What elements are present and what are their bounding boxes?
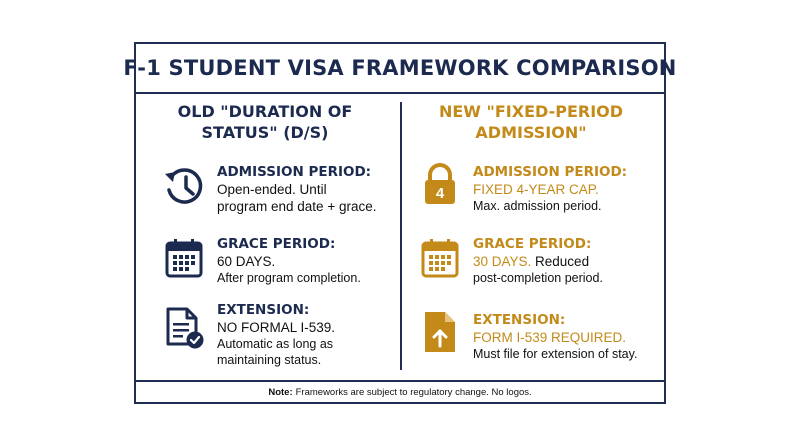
footer-note [136,380,664,402]
new-grace-line2: post-completion period. [473,271,603,285]
new-grace-label: GRACE PERIOD: [473,236,592,252]
page-title: F-1 STUDENT VISA FRAMEWORK COMPARISON [123,56,677,80]
column-divider [400,102,402,370]
clock-icon [162,164,206,208]
lock-icon [418,162,462,206]
new-extension-line1: FORM I-539 REQUIRED. [473,330,627,345]
lock-number: 4 [435,185,445,202]
old-extension-label: EXTENSION: [217,302,310,318]
new-admission-label: ADMISSION PERIOD: [473,164,628,180]
document-upload-icon [418,310,462,354]
title-bar [123,44,677,94]
calendar-icon [162,236,206,280]
old-admission-line1: Open-ended. Until [217,182,327,197]
calendar-icon [418,236,462,280]
old-extension-line3: maintaining status. [217,353,322,367]
old-extension-line2: Automatic as long as [217,337,334,351]
document-check-icon [162,306,206,350]
old-column-heading: OLD "DURATION OF STATUS" (D/S) [177,102,353,142]
new-extension-line2: Must file for extension of stay. [473,347,638,361]
new-column-heading: NEW "FIXED-PERIOD ADMISSION" [438,102,624,142]
comparison-card [123,42,677,404]
old-grace-line2: After program completion. [217,271,361,285]
old-grace-label: GRACE PERIOD: [217,236,336,252]
new-grace-reduced: Reduced [531,254,590,269]
old-extension-line1: NO FORMAL I-539. [217,320,336,335]
note-text: Frameworks are subject to regulatory change. No logos. [295,386,532,398]
new-extension-label: EXTENSION: [473,312,566,328]
new-admission-line2: Max. admission period. [473,199,602,213]
new-admission-line1: FIXED 4-YEAR CAP. [473,182,599,197]
new-grace-line1 [473,253,603,270]
note-label: Note: [268,386,293,398]
old-admission-line2: program end date + grace. [217,199,377,214]
new-grace-days: 30 DAYS. [473,254,532,269]
old-admission-label: ADMISSION PERIOD: [217,164,372,180]
old-grace-line1: 60 DAYS. [217,254,276,269]
